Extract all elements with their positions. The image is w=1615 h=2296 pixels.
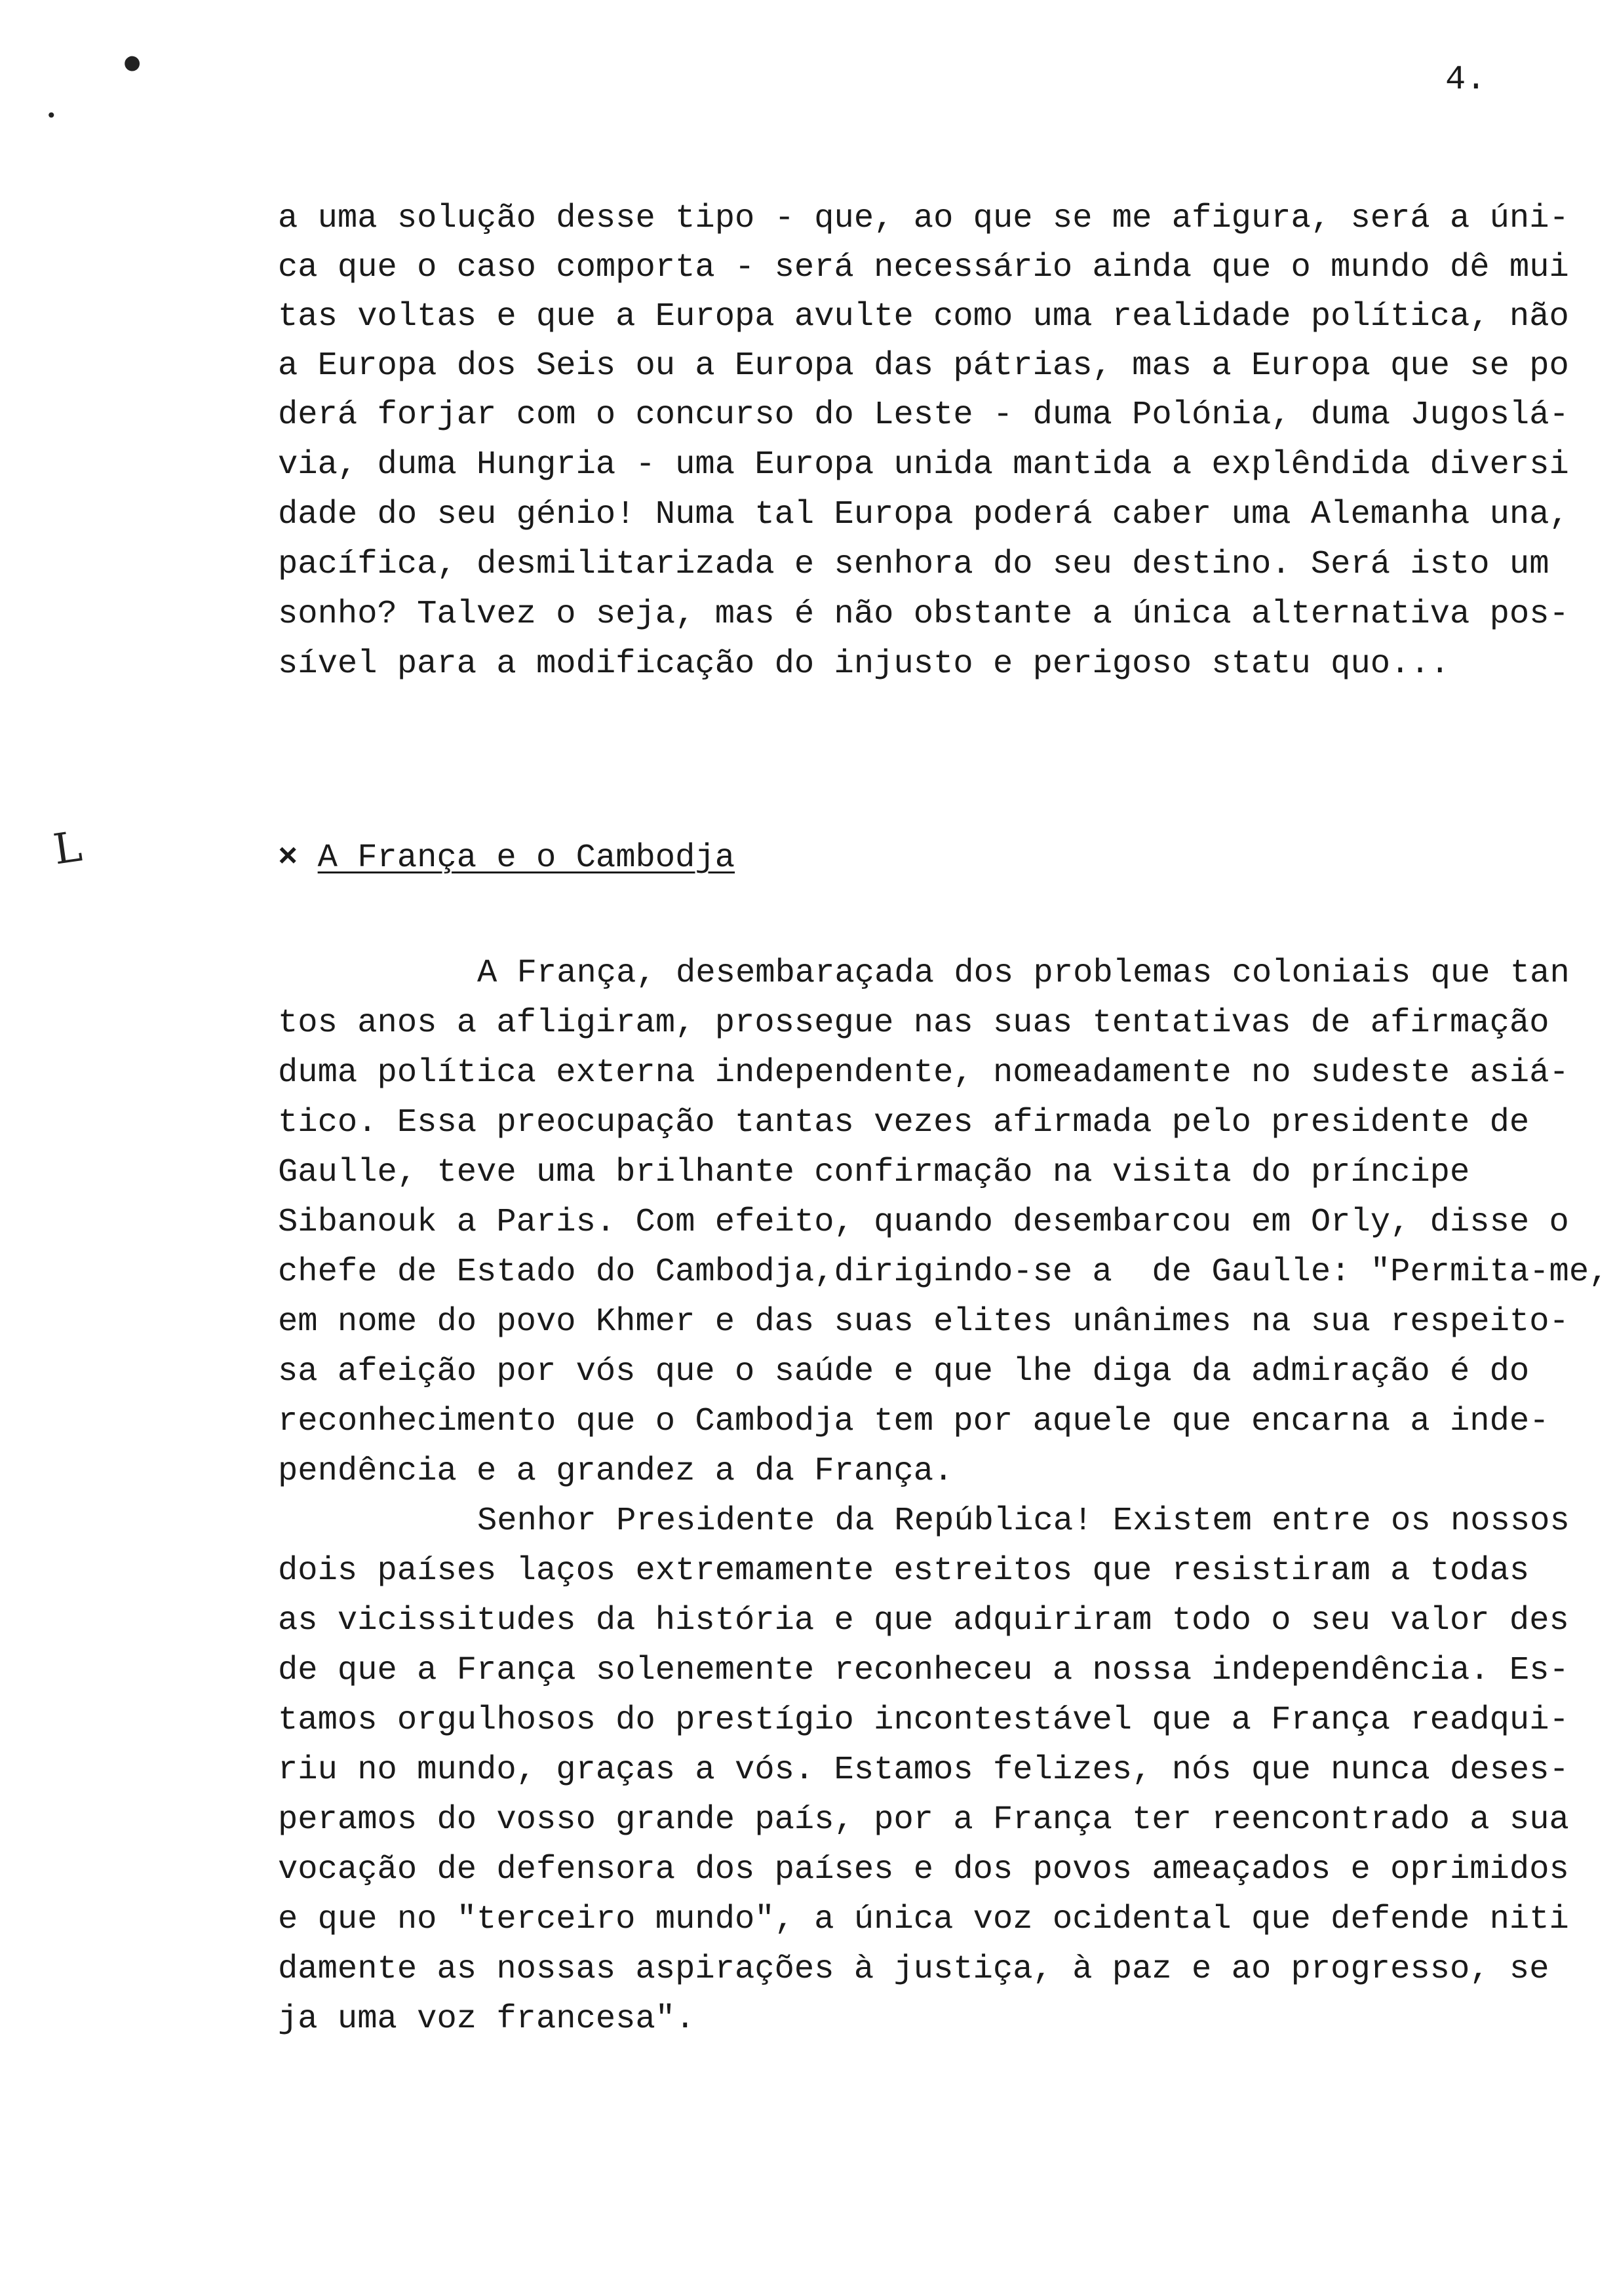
text-line: dade do seu génio! Numa tal Europa poderá caber uma Alemanha una, [278,496,1569,533]
text-line: riu no mundo, graças a vós. Estamos felizes, nós que nunca deses- [278,1751,1569,1789]
margin-mark-dot: • [46,105,57,126]
text-line: derá forjar com o concurso do Leste - duma Polónia, duma Jugoslá- [278,396,1569,434]
text-line: Sibanouk a Paris. Com efeito, quando desembarcou em Orly, disse o [278,1204,1569,1241]
text-line: tamos orgulhosos do prestígio incontestável que a França readqui- [278,1702,1569,1739]
text-line: sa afeição por vós que o saúde e que lhe diga da admiração é do [278,1353,1530,1390]
text-line: as vicissitudes da história e que adquiriram todo o seu valor des [278,1602,1569,1639]
margin-mark-top: ● [119,48,144,77]
text-line: duma política externa independente, nomeadamente no sudeste asiá- [278,1054,1569,1092]
text-line: ca que o caso comporta - será necessário ainda que o mundo dê mui [278,249,1569,286]
text-line: pendência e a grandez a da França. [278,1453,954,1490]
text-line: tos anos a afligiram, prossegue nas suas tentativas de afirmação [278,1004,1549,1042]
text-line: Gaulle, teve uma brilhante confirmação na visita do príncipe [278,1154,1470,1191]
text-line: tas voltas e que a Europa avulte como uma realidade política, não [278,298,1569,335]
text-line: A França, desembaraçada dos problemas coloniais que tan [477,955,1570,992]
text-line: e que no "terceiro mundo", a única voz ocidental que defende niti [278,1901,1569,1938]
text-line: sonho? Talvez o seja, mas é não obstante a única alternativa pos- [278,596,1569,633]
margin-mark-section: L [50,822,85,875]
heading-bullet: × [278,839,298,877]
text-line: ja uma voz francesa". [278,2000,695,2038]
text-line: a uma solução desse tipo - que, ao que se me afigura, será a úni- [278,200,1569,237]
section-heading [278,833,735,883]
text-line: chefe de Estado do Cambodja,dirigindo-se a de Gaulle: "Permita-me, [278,1253,1609,1291]
text-line: damente as nossas aspirações à justiça, à paz e ao progresso, se [278,1951,1549,1988]
text-line: dois países laços extremamente estreitos que resistiram a todas [278,1552,1530,1590]
text-line: sível para a modificação do injusto e perigoso statu quo... [278,645,1450,683]
text-line: tico. Essa preocupação tantas vezes afirmada pelo presidente de [278,1104,1530,1141]
text-line: a Europa dos Seis ou a Europa das pátrias, mas a Europa que se po [278,347,1569,385]
heading-title: A França e o Cambodja [317,839,735,877]
text-line: pacífica, desmilitarizada e senhora do seu destino. Será isto um [278,546,1549,583]
text-line: de que a França solenemente reconheceu a nossa independência. Es- [278,1652,1569,1689]
text-line: em nome do povo Khmer e das suas elites unânimes na sua respeito- [278,1303,1569,1341]
text-line: via, duma Hungria - uma Europa unida mantida a explêndida diversi [278,446,1569,484]
text-line: vocação de defensora dos países e dos povos ameaçados e oprimidos [278,1851,1569,1888]
text-line: Senhor Presidente da República! Existem entre os nossos [477,1502,1570,1540]
text-line: reconhecimento que o Cambodja tem por aquele que encarna a inde- [278,1403,1549,1440]
page-number: 4. [1445,60,1487,99]
text-line: peramos do vosso grande país, por a França ter reencontrado a sua [278,1801,1569,1839]
